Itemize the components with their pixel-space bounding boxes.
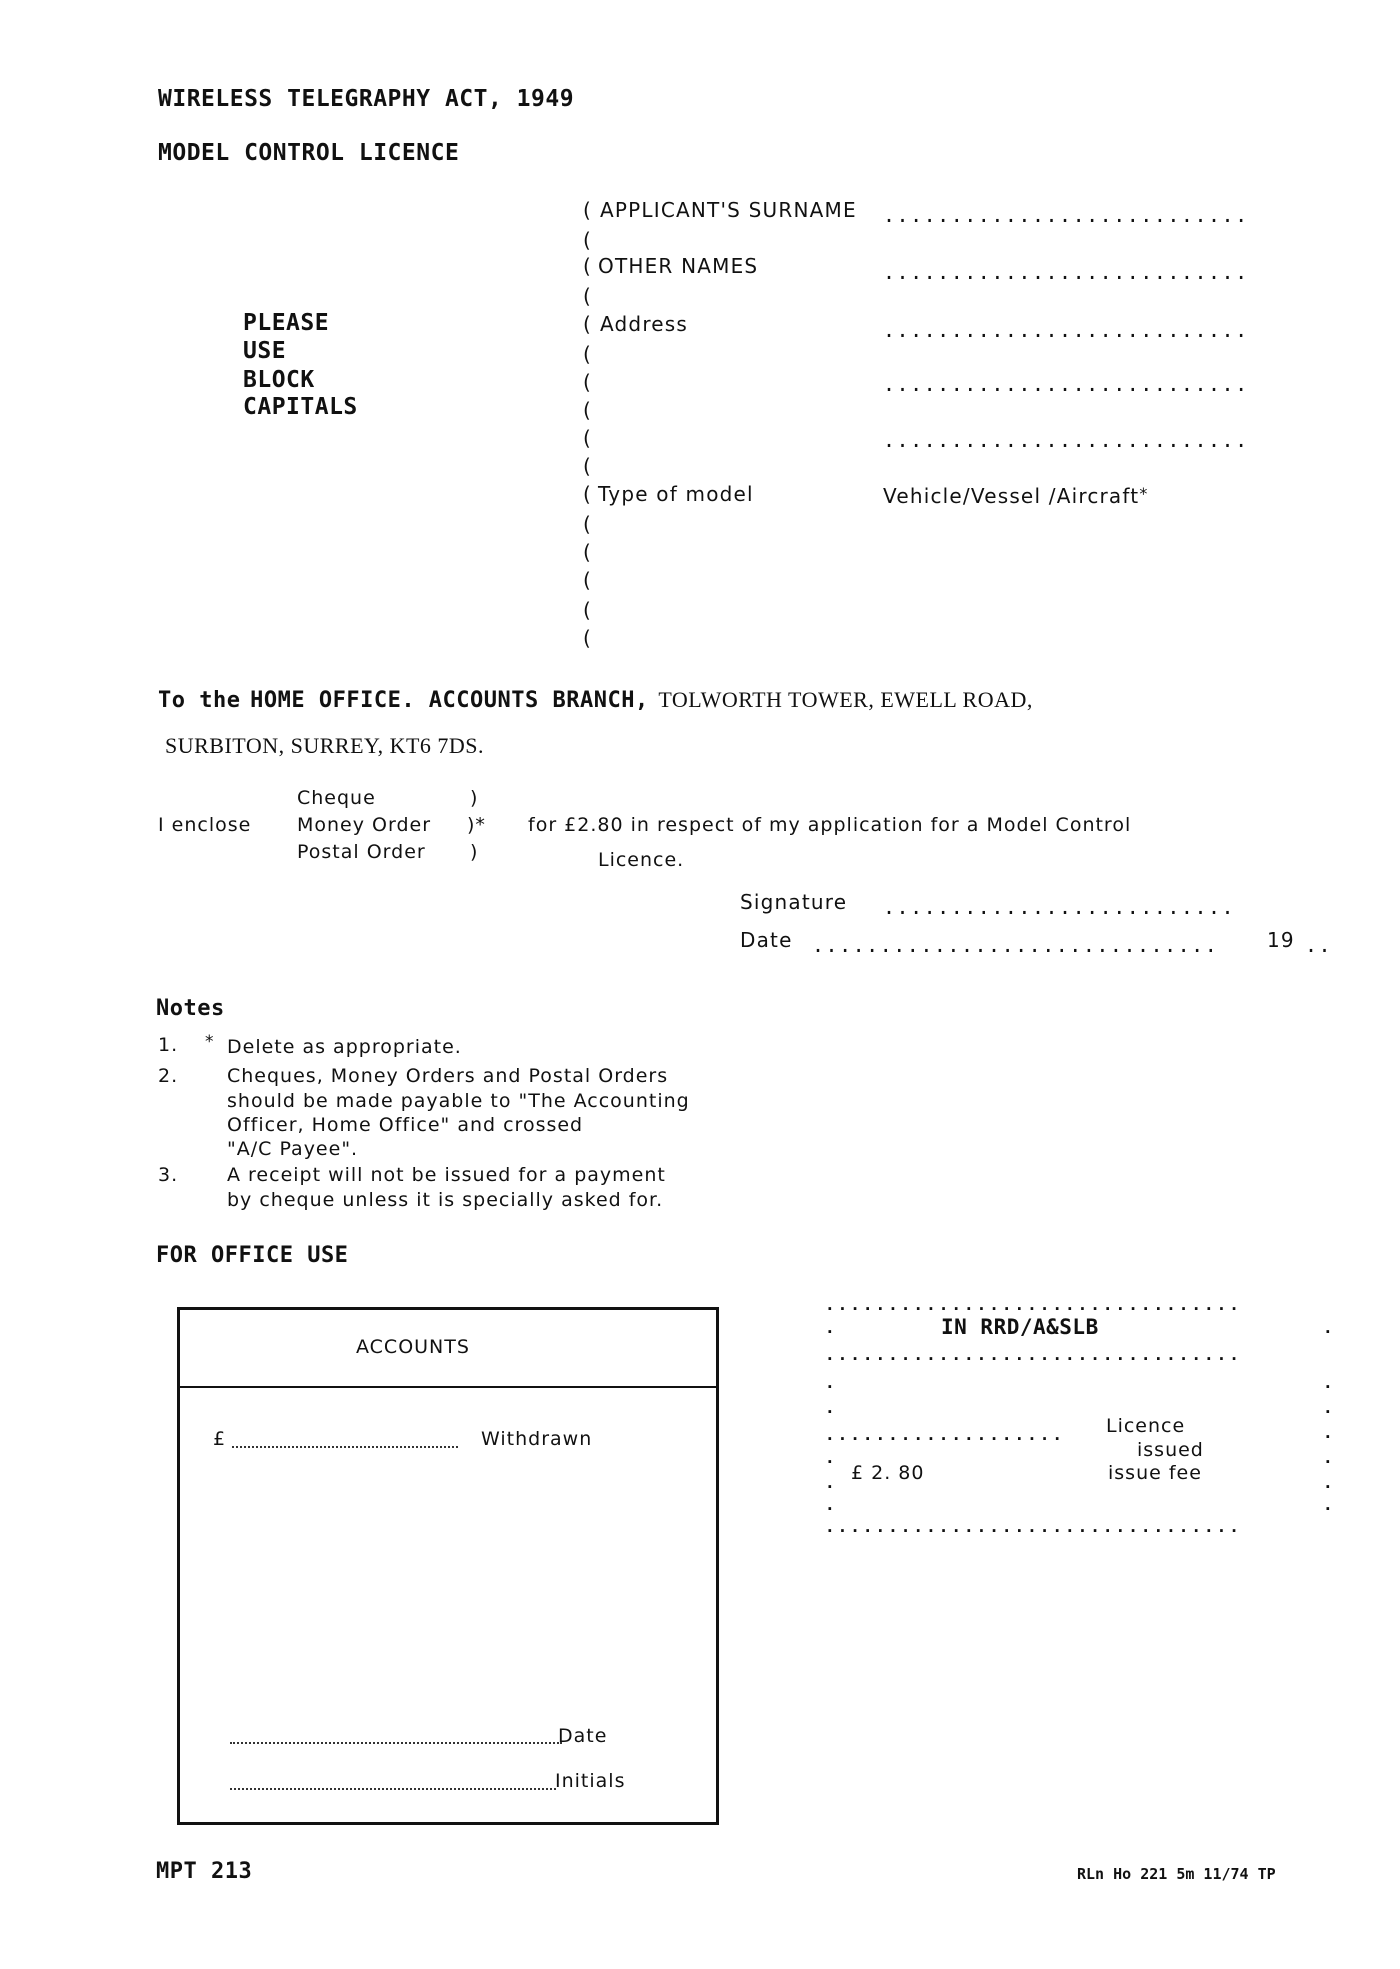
- note-line: Cheques, Money Orders and Postal Orders: [227, 1065, 669, 1087]
- option-cheque[interactable]: Cheque: [297, 787, 376, 809]
- divider: [180, 1386, 716, 1388]
- instruction-please: PLEASE: [243, 310, 330, 336]
- accounts-initials-label: Initials: [555, 1770, 626, 1792]
- licence-issued-line2: issued: [1137, 1439, 1204, 1461]
- accounts-box: [177, 1307, 719, 1825]
- type-of-model-options[interactable]: Vehicle/Vessel /Aircraft*: [883, 484, 1149, 508]
- note-line: Officer, Home Office" and crossed: [227, 1114, 584, 1136]
- note-number: 3.: [158, 1164, 179, 1186]
- dot-border: ...................: [825, 1425, 1066, 1444]
- note-line: Delete as appropriate.: [227, 1036, 462, 1058]
- accounts-date-label: Date: [558, 1725, 608, 1747]
- other-names-label: OTHER NAMES: [598, 254, 759, 278]
- dot-border: .................................: [825, 1517, 1242, 1536]
- date-field[interactable]: ..............................: [812, 933, 1219, 957]
- address-label: Address: [600, 312, 689, 336]
- note-number: 2.: [158, 1065, 179, 1087]
- asterisk-icon: *: [205, 1032, 215, 1052]
- form-code: MPT 213: [156, 1859, 253, 1884]
- address-field-line3[interactable]: ...........................: [883, 428, 1249, 452]
- other-names-field[interactable]: ...........................: [883, 260, 1249, 284]
- issue-fee-label: issue fee: [1108, 1462, 1202, 1484]
- note-line: A receipt will not be issued for a payment: [227, 1164, 666, 1186]
- accounts-initials-field[interactable]: [230, 1788, 556, 1790]
- withdrawn-amount-field[interactable]: [232, 1446, 458, 1448]
- accounts-date-field[interactable]: [230, 1742, 562, 1744]
- address-line1: To the HOME OFFICE. ACCOUNTS BRANCH, TOLWORTH TOWER, EWELL ROAD,: [158, 687, 1033, 713]
- rrd-box: ................................. ................................. ................... ................................. . . . . . . . . . . . . . IN RRD/A&SLB Licence issued £ 2. 80 issue fee: [825, 1295, 1333, 1536]
- type-of-model-label: Type of model: [598, 482, 754, 506]
- address-field-line1[interactable]: ...........................: [883, 318, 1249, 342]
- signature-field[interactable]: ..........................: [883, 895, 1236, 919]
- accounts-title: ACCOUNTS: [356, 1336, 470, 1358]
- enclose-statement: for £2.80 in respect of my application for a Model Control: [528, 814, 1132, 836]
- address-line2: SURBITON, SURREY, KT6 7DS.: [165, 733, 485, 758]
- form-title: MODEL CONTROL LICENCE: [158, 140, 460, 166]
- dot-border: .................................: [825, 1295, 1242, 1314]
- dot-border: .................................: [825, 1345, 1242, 1364]
- instruction-use: USE: [243, 338, 287, 364]
- year-field[interactable]: ..: [1305, 933, 1333, 957]
- enclose-prefix: I enclose: [158, 814, 252, 836]
- licence-issued-line1: Licence: [1106, 1415, 1186, 1437]
- instruction-capitals: CAPITALS: [243, 394, 358, 420]
- notes-heading: Notes: [156, 996, 225, 1021]
- option-money-order[interactable]: Money Order: [297, 814, 432, 836]
- year-prefix: 19: [1267, 928, 1295, 952]
- date-label: Date: [740, 928, 793, 952]
- currency-symbol: £: [213, 1428, 227, 1450]
- office-use-heading: FOR OFFICE USE: [156, 1243, 349, 1268]
- rrd-title: IN RRD/A&SLB: [941, 1315, 1099, 1339]
- print-reference: RLn Ho 221 5m 11/74 TP: [1077, 1865, 1276, 1883]
- enclose-statement-cont: Licence.: [598, 849, 685, 871]
- note-number: 1.: [158, 1034, 179, 1056]
- note-line: "A/C Payee".: [227, 1138, 359, 1160]
- signature-label: Signature: [740, 890, 848, 914]
- issue-fee-amount: £ 2. 80: [851, 1462, 925, 1484]
- note-line: should be made payable to "The Accounting: [227, 1090, 690, 1112]
- instruction-block: BLOCK: [243, 367, 315, 393]
- surname-label: APPLICANT'S SURNAME: [600, 198, 857, 222]
- act-title: WIRELESS TELEGRAPHY ACT, 1949: [158, 86, 575, 112]
- withdrawn-label: Withdrawn: [481, 1428, 593, 1450]
- address-field-line2[interactable]: ...........................: [883, 372, 1249, 396]
- surname-field[interactable]: ...........................: [883, 203, 1249, 227]
- option-postal-order[interactable]: Postal Order: [297, 841, 426, 863]
- note-line: by cheque unless it is specially asked for.: [227, 1189, 664, 1211]
